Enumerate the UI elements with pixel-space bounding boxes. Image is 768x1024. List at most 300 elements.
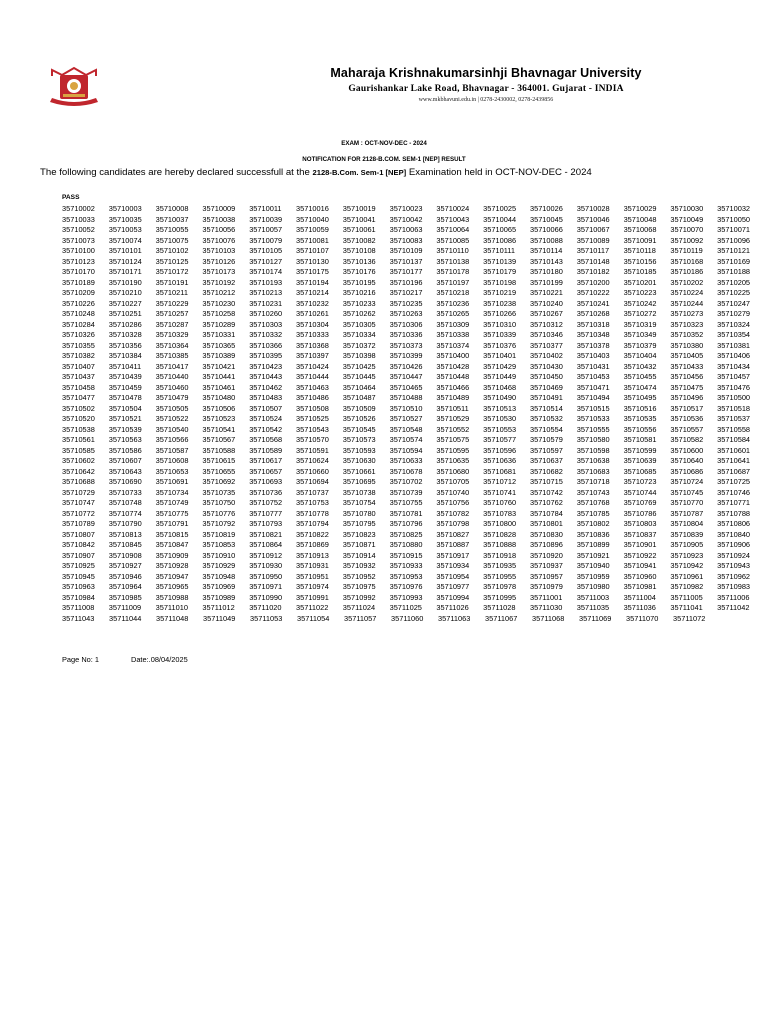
seat-number: 35710127 <box>249 256 283 266</box>
seat-number: 35710201 <box>623 277 657 287</box>
seat-number: 35711053 <box>250 613 283 623</box>
seat-number: 35710118 <box>623 246 656 255</box>
seat-number: 35710682 <box>529 466 563 476</box>
seat-number: 35710068 <box>623 225 657 234</box>
seat-number: 35710748 <box>108 498 142 507</box>
seat-number: 35710940 <box>576 561 610 570</box>
seat-number: 35711057 <box>344 613 377 623</box>
notification-line: NOTIFICATION FOR 2128-B.COM. SEM-1 [NEP] RESULT <box>302 156 466 163</box>
seat-number: 35710965 <box>155 582 189 591</box>
seat-number: 35710776 <box>202 508 236 518</box>
seat-number: 35710754 <box>342 498 376 507</box>
seat-number: 35710771 <box>717 498 751 507</box>
seat-number: 35710737 <box>295 487 329 497</box>
seat-number: 35710537 <box>717 414 751 423</box>
seat-number: 35710066 <box>529 225 563 234</box>
seat-number: 35710638 <box>576 456 610 465</box>
seat-number: 35711009 <box>108 603 142 612</box>
seat-number: 35710372 <box>342 340 376 350</box>
seat-number: 35710400 <box>436 351 470 360</box>
seat-number: 35710540 <box>155 424 189 434</box>
seat-number: 35710402 <box>529 351 563 360</box>
seat-number: 35710175 <box>295 267 329 276</box>
seat-number: 35710741 <box>483 487 517 497</box>
seat-number: 35710563 <box>108 435 142 444</box>
seat-number: 35710718 <box>576 477 610 486</box>
seat-number: 35710964 <box>108 582 142 591</box>
seat-number: 35710212 <box>202 288 236 297</box>
seat-number: 35710125 <box>155 256 189 266</box>
seat-number: 35710521 <box>108 414 142 423</box>
seat-row <box>62 603 764 614</box>
seat-number: 35710323 <box>670 319 704 329</box>
seat-number: 35710508 <box>295 403 329 413</box>
seat-row <box>62 309 764 320</box>
seat-number: 35710869 <box>295 540 329 549</box>
seat-number: 35710238 <box>483 298 517 308</box>
seat-number: 35710173 <box>202 267 236 276</box>
seat-number: 35711063 <box>438 613 471 623</box>
seat-number: 35710740 <box>436 487 470 497</box>
seat-number: 35710823 <box>342 529 376 539</box>
seat-number: 35710479 <box>155 393 189 402</box>
seat-number: 35710496 <box>670 393 704 402</box>
seat-number: 35711008 <box>62 603 95 612</box>
seat-number: 35710969 <box>202 582 236 591</box>
seat-number: 35710489 <box>436 393 470 402</box>
seat-number: 35710683 <box>576 466 610 476</box>
seat-number: 35711005 <box>670 592 703 602</box>
seat-number: 35710138 <box>436 256 470 266</box>
seat-number: 35711004 <box>623 592 656 602</box>
footer-date: Date:.08/04/2025 <box>130 655 188 664</box>
seat-number: 35710864 <box>249 540 283 549</box>
seat-number: 35710803 <box>623 519 657 528</box>
seat-number: 35710055 <box>155 225 189 234</box>
seat-number: 35710985 <box>108 592 142 602</box>
intro-sentence <box>40 167 592 178</box>
seat-row <box>62 341 764 352</box>
seat-number: 35710825 <box>389 529 423 539</box>
seat-number: 35710804 <box>670 519 704 528</box>
seat-number: 35710475 <box>670 382 704 392</box>
seat-number: 35710443 <box>249 372 283 381</box>
seat-number: 35710847 <box>155 540 189 549</box>
seat-number: 35710636 <box>483 456 517 465</box>
seat-number: 35710980 <box>576 582 610 591</box>
seat-number: 35710263 <box>389 309 423 318</box>
seat-number: 35710046 <box>576 214 610 224</box>
seat-number: 35710107 <box>295 246 329 255</box>
seat-number: 35710179 <box>483 267 517 276</box>
seat-number: 35710053 <box>108 225 142 234</box>
seat-number: 35710582 <box>670 435 704 444</box>
seat-row <box>62 425 764 436</box>
seat-number: 35710946 <box>108 571 142 581</box>
seat-number: 35710352 <box>670 330 704 339</box>
seat-number: 35710518 <box>717 403 751 413</box>
seat-number: 35710527 <box>389 414 423 423</box>
seat-number: 35710942 <box>670 561 704 570</box>
seat-number: 35710909 <box>155 550 189 560</box>
seat-number: 35710378 <box>576 340 610 350</box>
seat-number: 35710976 <box>389 582 423 591</box>
seat-number: 35710790 <box>108 519 142 528</box>
seat-number: 35710465 <box>389 382 423 392</box>
seat-number: 35710756 <box>436 498 470 507</box>
seat-number: 35710016 <box>295 204 329 213</box>
seat-number: 35710577 <box>483 435 517 444</box>
seat-number: 35710768 <box>576 498 610 507</box>
seat-number: 35710989 <box>202 592 236 602</box>
seat-number: 35710224 <box>670 288 704 297</box>
seat-number: 35710735 <box>202 487 236 497</box>
seat-number: 35710119 <box>670 246 703 255</box>
seat-number: 35711054 <box>297 613 330 623</box>
seat-number: 35710661 <box>342 466 376 476</box>
seat-number: 35710476 <box>717 382 751 392</box>
seat-number: 35710332 <box>249 330 283 339</box>
seat-number: 35710906 <box>717 540 751 549</box>
seat-number: 35710693 <box>249 477 283 486</box>
seat-number: 35710480 <box>202 393 236 402</box>
seat-number: 35710268 <box>576 309 610 318</box>
seat-number: 35710548 <box>389 424 423 434</box>
seat-number: 35710887 <box>436 540 470 549</box>
seat-number: 35710191 <box>155 277 189 287</box>
seat-number: 35710196 <box>389 277 423 287</box>
seat-number: 35710749 <box>155 498 189 507</box>
seat-number: 35710057 <box>249 225 283 234</box>
seat-number: 35710742 <box>529 487 563 497</box>
seat-number: 35710421 <box>202 361 236 371</box>
seat-number: 35710478 <box>108 393 142 402</box>
seat-number: 35710594 <box>389 445 423 455</box>
seat-number: 35710257 <box>155 309 189 318</box>
seat-number: 35710223 <box>623 288 657 297</box>
seat-number: 35710807 <box>62 529 95 539</box>
seat-number: 35710328 <box>108 330 142 339</box>
seat-number: 35710910 <box>202 550 236 560</box>
seat-number: 35710690 <box>108 477 142 486</box>
seat-number: 35710845 <box>108 540 142 549</box>
seat-number: 35710440 <box>155 372 189 381</box>
seat-number: 35710171 <box>108 267 142 276</box>
seat-number: 35710913 <box>295 550 329 560</box>
seat-number: 35710526 <box>342 414 376 423</box>
seat-number: 35710040 <box>295 214 329 224</box>
seat-number: 35710639 <box>623 456 657 465</box>
seat-number: 35710745 <box>670 487 704 497</box>
seat-number: 35710581 <box>623 435 657 444</box>
seat-row <box>62 362 764 373</box>
seat-number: 35710156 <box>623 256 657 266</box>
seat-number: 35710092 <box>670 235 704 245</box>
seat-number: 35710056 <box>202 225 236 234</box>
seat-number: 35710076 <box>202 235 236 245</box>
seat-number: 35710474 <box>623 382 657 392</box>
page-number: Page No: 1 <box>62 655 99 664</box>
seat-number: 35710039 <box>249 214 283 224</box>
seat-number: 35710686 <box>670 466 704 476</box>
seat-number: 35710588 <box>202 445 236 455</box>
seat-number: 35710871 <box>342 540 376 549</box>
seat-number: 35710573 <box>342 435 376 444</box>
seat-number: 35710580 <box>576 435 610 444</box>
seat-number: 35710798 <box>436 519 470 528</box>
seat-number: 35710760 <box>483 498 517 507</box>
seat-number: 35710348 <box>576 330 610 339</box>
seat-number: 35710487 <box>342 393 376 402</box>
seat-number: 35710227 <box>108 298 142 308</box>
seat-number: 35710977 <box>436 582 470 591</box>
seat-number: 35710558 <box>717 424 751 434</box>
seat-number: 35710733 <box>108 487 142 497</box>
seat-number: 35710188 <box>717 267 751 276</box>
seat-number: 35710598 <box>576 445 610 455</box>
seat-number: 35710543 <box>295 424 329 434</box>
seat-number: 35710466 <box>436 382 470 392</box>
seat-number: 35711022 <box>295 603 329 612</box>
seat-number: 35711028 <box>483 603 516 612</box>
seat-number: 35710336 <box>389 330 423 339</box>
seat-number: 35710959 <box>576 571 610 581</box>
seat-number: 35710033 <box>62 214 95 224</box>
seat-row <box>62 582 764 593</box>
seat-number: 35710244 <box>670 298 704 308</box>
seat-row <box>62 236 764 247</box>
seat-row <box>62 246 764 257</box>
seat-number: 35710477 <box>62 393 95 402</box>
seat-number: 35710642 <box>62 466 95 476</box>
seat-number: 35710801 <box>529 519 563 528</box>
seat-number: 35710079 <box>249 235 283 245</box>
seat-number: 35710715 <box>529 477 563 486</box>
seat-number: 35710925 <box>62 561 95 570</box>
seat-number: 35711026 <box>436 603 469 612</box>
seat-number: 35710049 <box>670 214 704 224</box>
seat-number: 35710607 <box>108 456 142 465</box>
seat-number: 35710937 <box>529 561 563 570</box>
seat-number: 35710933 <box>389 561 423 570</box>
seat-number: 35710231 <box>249 298 283 308</box>
seat-number: 35710541 <box>202 424 236 434</box>
seat-number: 35710536 <box>670 414 704 423</box>
seat-number: 35710555 <box>576 424 610 434</box>
seat-number: 35711020 <box>249 603 282 612</box>
seat-number: 35710101 <box>108 246 142 255</box>
seat-number: 35710272 <box>623 309 657 318</box>
seat-number: 35710744 <box>623 487 657 497</box>
seat-number: 35710169 <box>717 256 751 266</box>
seat-number: 35710266 <box>483 309 517 318</box>
seat-number: 35710085 <box>436 235 470 245</box>
seat-number: 35710615 <box>202 456 236 465</box>
seat-number: 35710738 <box>342 487 376 497</box>
seat-row <box>62 519 764 530</box>
seat-number: 35710437 <box>62 372 95 381</box>
seat-number: 35710043 <box>436 214 470 224</box>
seat-number: 35710791 <box>155 519 189 528</box>
seat-number: 35710579 <box>529 435 563 444</box>
seat-number: 35710486 <box>295 393 329 402</box>
seat-number: 35710431 <box>576 361 610 371</box>
seat-number: 35710190 <box>108 277 142 287</box>
seat-number: 35711030 <box>529 603 563 612</box>
seat-number: 35710284 <box>62 319 95 329</box>
seat-number: 35710368 <box>295 340 329 350</box>
seat-number: 35710241 <box>576 298 610 308</box>
seat-number: 35710262 <box>342 309 376 318</box>
seat-number: 35710819 <box>202 529 236 539</box>
seat-number: 35710948 <box>202 571 236 581</box>
seat-number: 35710202 <box>670 277 704 287</box>
seat-number: 35710059 <box>295 225 329 234</box>
seat-number: 35710734 <box>155 487 189 497</box>
seat-number: 35710888 <box>483 540 517 549</box>
seat-number: 35710770 <box>670 498 704 507</box>
seat-row <box>62 530 764 541</box>
seat-number: 35710840 <box>717 529 751 539</box>
seat-number: 35710198 <box>483 277 517 287</box>
seat-number: 35710920 <box>529 550 563 560</box>
seat-number: 35710788 <box>717 508 751 518</box>
seat-number: 35710947 <box>155 571 189 581</box>
seat-number: 35710356 <box>108 340 142 350</box>
seat-number: 35710209 <box>62 288 95 297</box>
seat-number: 35710232 <box>295 298 329 308</box>
seat-row <box>62 467 764 478</box>
seat-number: 35710505 <box>155 403 189 413</box>
seat-number: 35710030 <box>670 204 704 213</box>
seat-number: 35710089 <box>576 235 610 245</box>
seat-number: 35710304 <box>295 319 329 329</box>
seat-number: 35710553 <box>483 424 517 434</box>
seat-number: 35710896 <box>529 540 563 549</box>
seat-number: 35710108 <box>342 246 376 255</box>
seat-number: 35710570 <box>295 435 329 444</box>
seat-number: 35710934 <box>436 561 470 570</box>
seat-number: 35710853 <box>202 540 236 549</box>
seat-number: 35710261 <box>295 309 329 318</box>
seat-number: 35710461 <box>202 382 236 392</box>
seat-number: 35710143 <box>529 256 563 266</box>
seat-number: 35710930 <box>249 561 283 570</box>
seat-number: 35710657 <box>249 466 283 476</box>
seat-number: 35710681 <box>483 466 517 476</box>
seat-number: 35710306 <box>389 319 423 329</box>
seat-number: 35710430 <box>529 361 563 371</box>
seat-number: 35710912 <box>249 550 283 560</box>
seat-number: 35710821 <box>249 529 283 539</box>
seat-row <box>62 320 764 331</box>
seat-number: 35710524 <box>249 414 283 423</box>
seat-number: 35710507 <box>249 403 283 413</box>
seat-number: 35710469 <box>529 382 563 392</box>
seat-number: 35710907 <box>62 550 95 560</box>
seat-number: 35710251 <box>108 309 142 318</box>
seat-number: 35710830 <box>529 529 563 539</box>
seat-number: 35711012 <box>202 603 235 612</box>
seat-number: 35710011 <box>249 204 282 213</box>
seat-number: 35710532 <box>529 414 563 423</box>
seat-number: 35710597 <box>529 445 563 455</box>
seat-number: 35710529 <box>436 414 470 423</box>
seat-number: 35710787 <box>670 508 704 518</box>
seat-number: 35710061 <box>342 225 376 234</box>
seat-row <box>62 299 764 310</box>
seat-number: 35710460 <box>155 382 189 392</box>
seat-number: 35710962 <box>717 571 751 581</box>
seat-number: 35710305 <box>342 319 376 329</box>
seat-number: 35710176 <box>342 267 376 276</box>
seat-number: 35710083 <box>389 235 423 245</box>
seat-row <box>62 561 764 572</box>
seat-number: 35710523 <box>202 414 236 423</box>
seat-number-grid <box>62 204 764 624</box>
seat-number: 35711044 <box>109 613 142 623</box>
seat-number: 35710511 <box>436 403 469 413</box>
seat-number: 35710265 <box>436 309 470 318</box>
seat-number: 35710216 <box>342 288 376 297</box>
seat-number: 35710567 <box>202 435 236 444</box>
seat-number: 35710003 <box>108 204 142 213</box>
seat-number: 35710441 <box>202 372 236 381</box>
seat-number: 35710464 <box>342 382 376 392</box>
seat-number: 35710502 <box>62 403 95 413</box>
seat-number: 35710630 <box>342 456 376 465</box>
seat-number: 35710640 <box>670 456 704 465</box>
seat-number: 35710117 <box>576 246 610 255</box>
university-address: Gaurishankar Lake Road, Bhavnagar - 364001. Gujarat - INDIA <box>348 84 624 94</box>
seat-number: 35710236 <box>436 298 470 308</box>
seat-row <box>62 257 764 268</box>
seat-number: 35710448 <box>436 372 470 381</box>
seat-number: 35710802 <box>576 519 610 528</box>
seat-number: 35710109 <box>389 246 423 255</box>
seat-number: 35710533 <box>576 414 610 423</box>
seat-number: 35710994 <box>436 592 470 602</box>
seat-number: 35710309 <box>436 319 470 329</box>
seat-number: 35710739 <box>389 487 423 497</box>
seat-number: 35710954 <box>436 571 470 581</box>
seat-number: 35710815 <box>155 529 189 539</box>
seat-number: 35710029 <box>623 204 657 213</box>
seat-number: 35710471 <box>576 382 610 392</box>
seat-number: 35710455 <box>623 372 657 381</box>
seat-number: 35710240 <box>529 298 563 308</box>
seat-row <box>62 351 764 362</box>
seat-number: 35711048 <box>156 613 189 623</box>
seat-number: 35710961 <box>670 571 704 581</box>
seat-number: 35710637 <box>529 456 563 465</box>
seat-number: 35710932 <box>342 561 376 570</box>
seat-number: 35710214 <box>295 288 329 297</box>
seat-number: 35710406 <box>717 351 751 360</box>
seat-number: 35710774 <box>108 508 142 518</box>
seat-number: 35710247 <box>717 298 751 308</box>
seat-number: 35710024 <box>436 204 470 213</box>
seat-number: 35710439 <box>108 372 142 381</box>
seat-row <box>62 225 764 236</box>
seat-number: 35710950 <box>249 571 283 581</box>
seat-number: 35710687 <box>717 466 751 476</box>
seat-number: 35710517 <box>670 403 704 413</box>
seat-number: 35710556 <box>623 424 657 434</box>
seat-number: 35711024 <box>342 603 376 612</box>
seat-number: 35711068 <box>532 613 565 623</box>
seat-number: 35710688 <box>62 477 95 486</box>
